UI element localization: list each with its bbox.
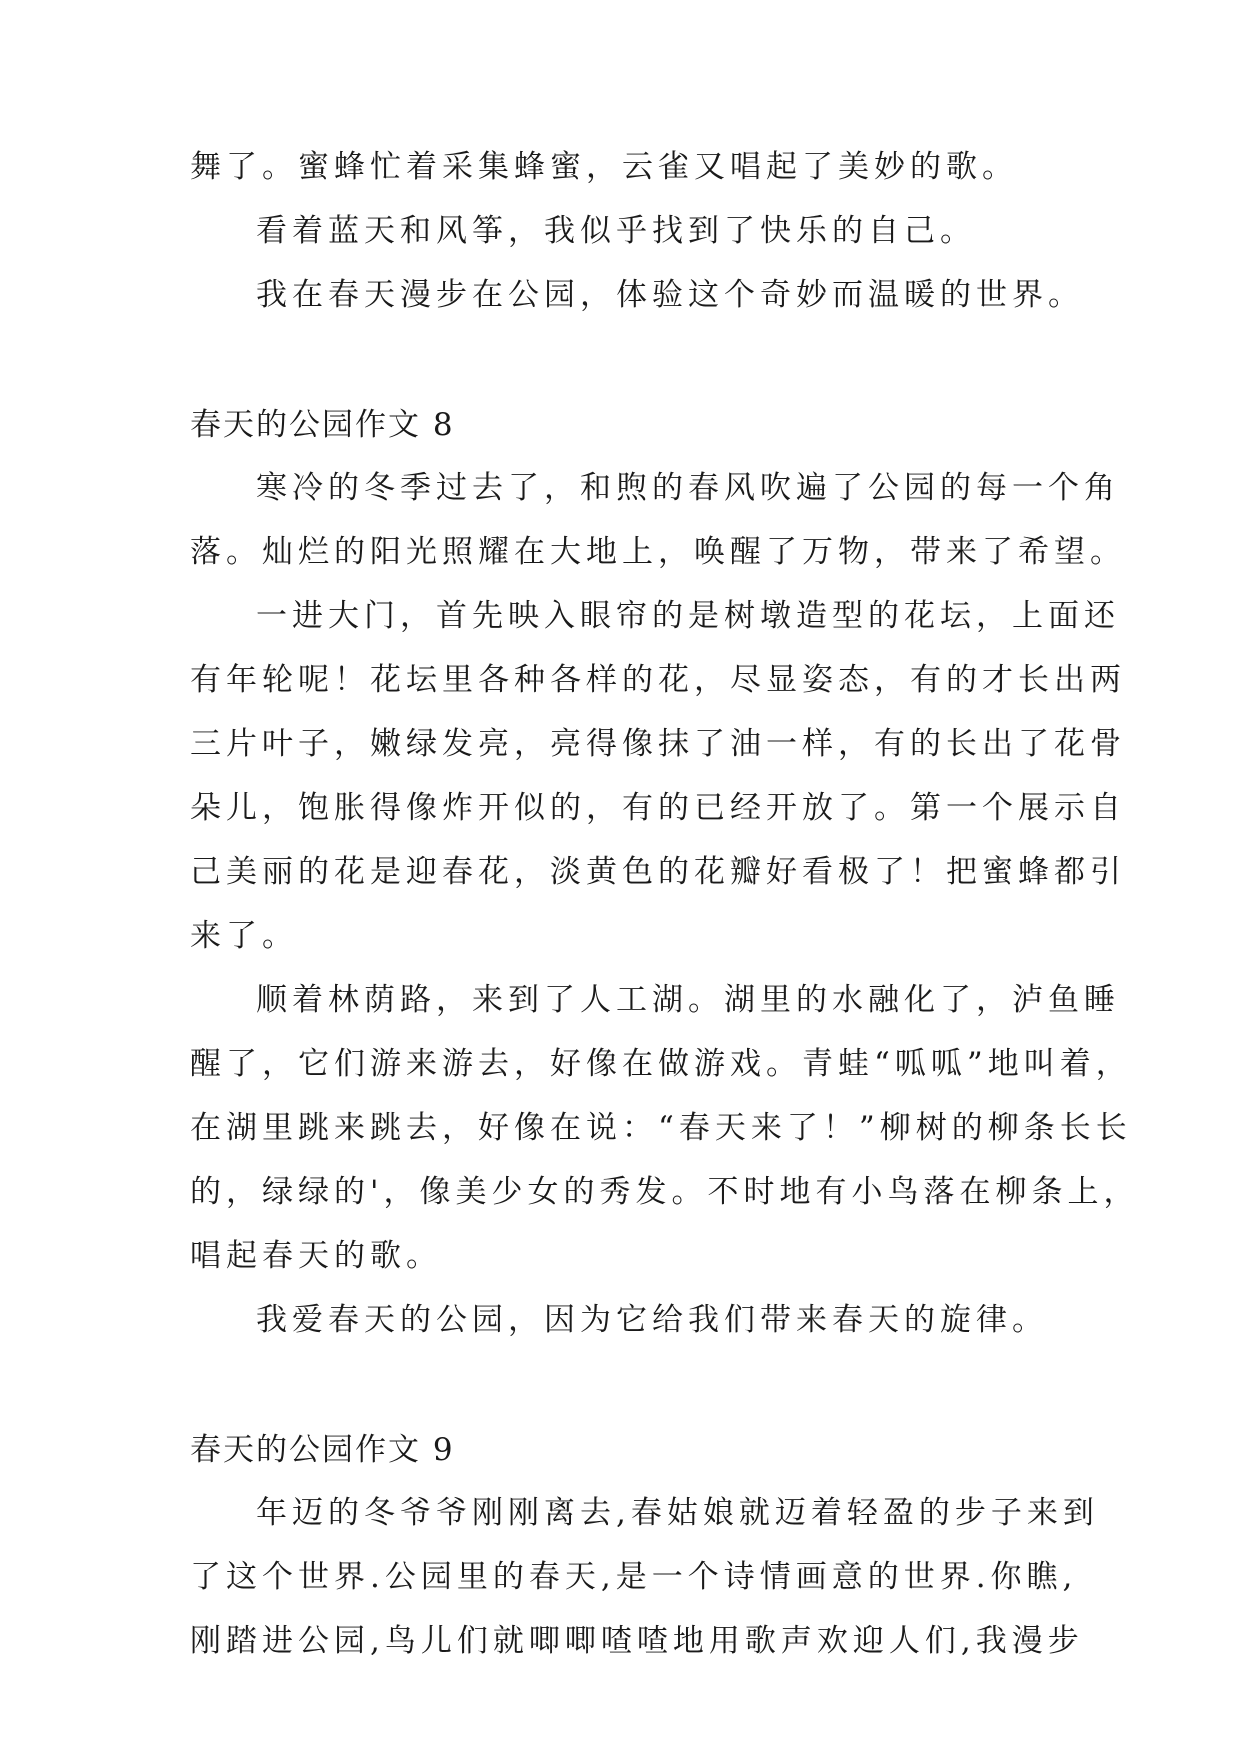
section-heading: 春天的公园作文 8 bbox=[190, 407, 455, 443]
paragraph-line: 年迈的冬爷爷刚刚离去,春姑娘就迈着轻盈的步子来到 bbox=[256, 1495, 1099, 1531]
paragraph-line: 我爱春天的公园，因为它给我们带来春天的旋律。 bbox=[256, 1302, 1048, 1338]
paragraph-line: 了这个世界.公园里的春天,是一个诗情画意的世界.你瞧, bbox=[190, 1559, 1078, 1595]
paragraph-line: 唱起春天的歌。 bbox=[190, 1238, 442, 1274]
paragraph-line: 有年轮呢！花坛里各种各样的花，尽显姿态，有的才长出两 bbox=[190, 662, 1126, 698]
paragraph-line: 朵儿，饱胀得像炸开似的，有的已经开放了。第一个展示自 bbox=[190, 790, 1126, 826]
paragraph-line: 看着蓝天和风筝，我似乎找到了快乐的自己。 bbox=[256, 213, 976, 249]
paragraph-line: 舞了。蜜蜂忙着采集蜂蜜，云雀又唱起了美妙的歌。 bbox=[190, 149, 1018, 185]
paragraph-line: 己美丽的花是迎春花，淡黄色的花瓣好看极了！把蜜蜂都引 bbox=[190, 854, 1126, 890]
paragraph-line: 顺着林荫路，来到了人工湖。湖里的水融化了，泸鱼睡 bbox=[256, 982, 1120, 1018]
section-heading: 春天的公园作文 9 bbox=[190, 1432, 455, 1468]
paragraph-line: 来了。 bbox=[190, 918, 298, 954]
paragraph-line: 的，绿绿的'，像美少女的秀发。不时地有小鸟落在柳条上， bbox=[190, 1174, 1140, 1210]
paragraph-line: 我在春天漫步在公园，体验这个奇妙而温暖的世界。 bbox=[256, 277, 1084, 313]
paragraph-line: 三片叶子，嫩绿发亮，亮得像抹了油一样，有的长出了花骨 bbox=[190, 726, 1126, 762]
paragraph-line: 寒冷的冬季过去了，和煦的春风吹遍了公园的每一个角 bbox=[256, 470, 1120, 506]
paragraph-line: 落。灿烂的阳光照耀在大地上，唤醒了万物，带来了希望。 bbox=[190, 534, 1126, 570]
paragraph-line: 一进大门，首先映入眼帘的是树墩造型的花坛，上面还 bbox=[256, 598, 1120, 634]
paragraph-line: 刚踏进公园,鸟儿们就唧唧喳喳地用歌声欢迎人们,我漫步 bbox=[190, 1623, 1084, 1659]
paragraph-line: 在湖里跳来跳去，好像在说：“春天来了！”柳树的柳条长长 bbox=[190, 1110, 1132, 1146]
paragraph-line: 醒了，它们游来游去，好像在做游戏。青蛙“呱呱”地叫着， bbox=[190, 1046, 1132, 1082]
